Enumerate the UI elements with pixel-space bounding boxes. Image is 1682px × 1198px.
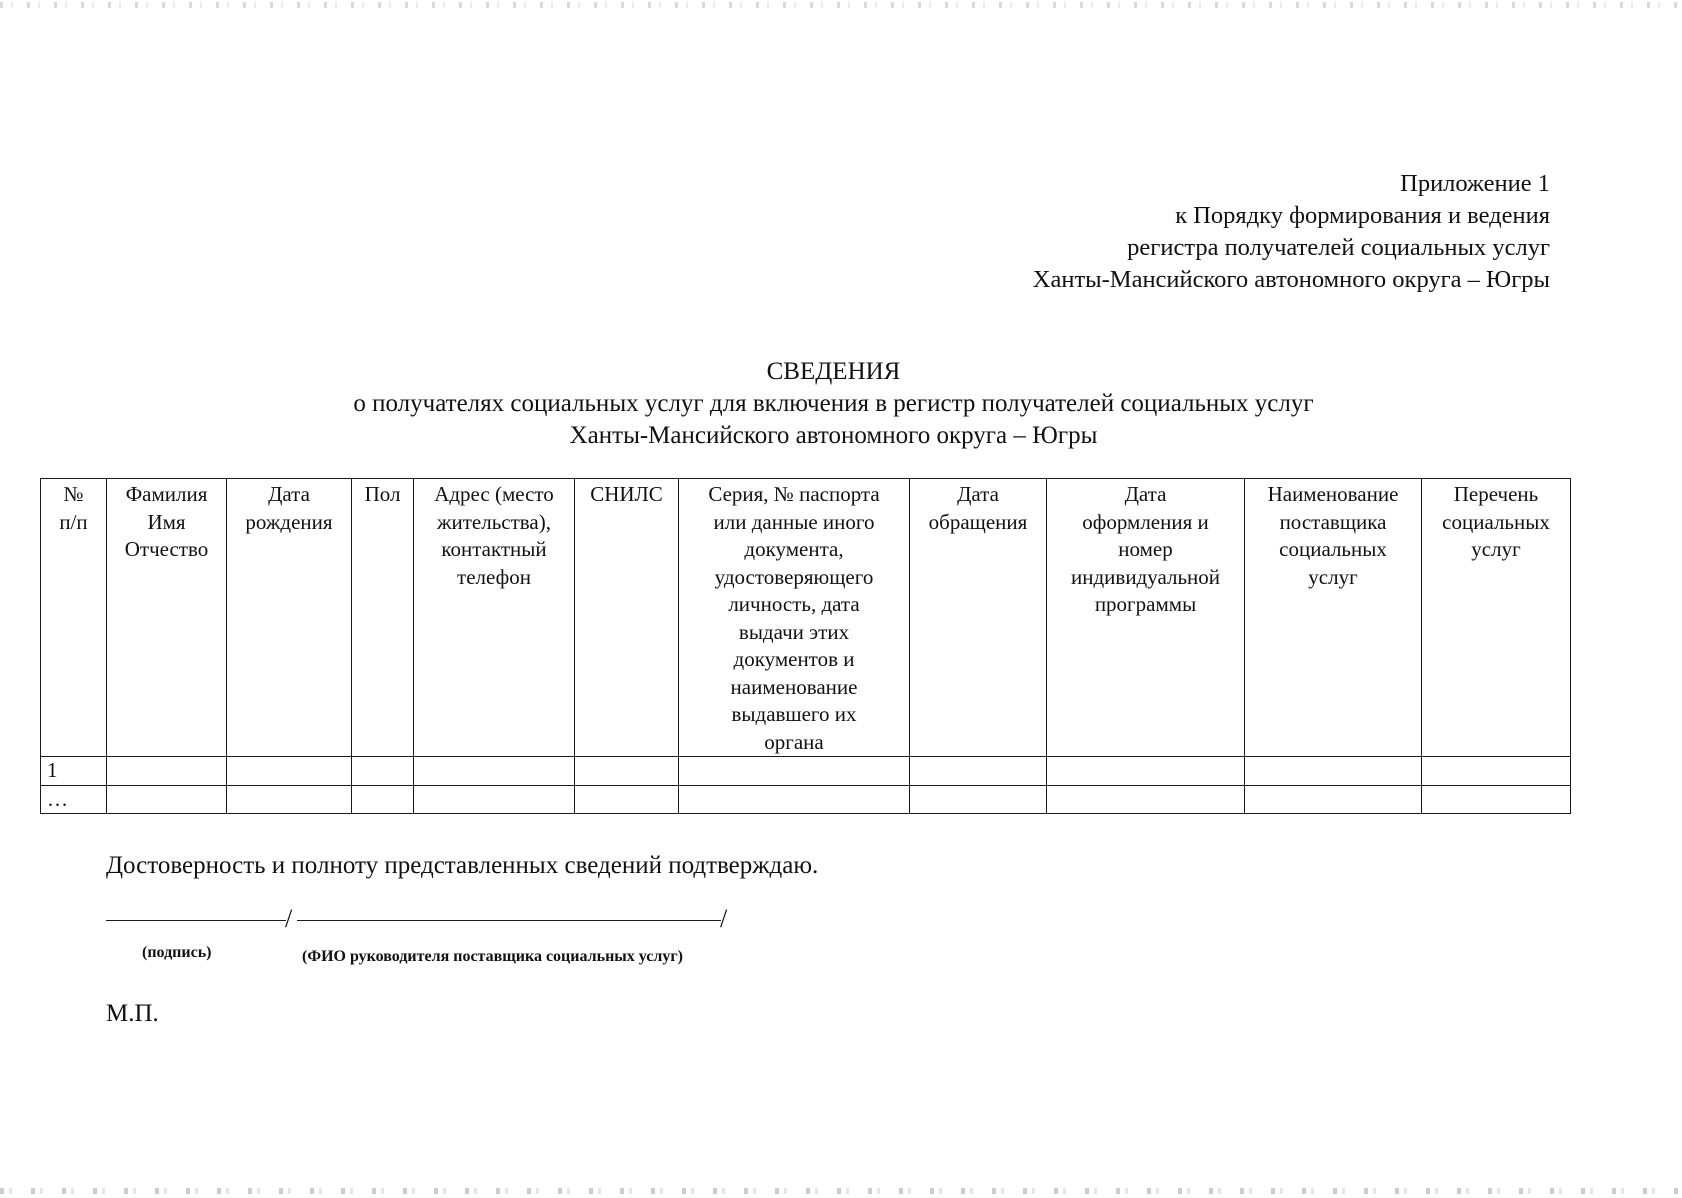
table-cell [414,757,575,786]
column-header-line: рождения [245,509,333,534]
stamp-place-label: М.П. [106,1000,159,1027]
table-cell [575,757,679,786]
table-cell [910,785,1047,814]
column-header-line: услуг [1471,537,1521,561]
column-header-line: социальных [1279,537,1387,561]
column-header-line: Отчество [124,537,209,561]
column-header-line: наименование [730,674,858,699]
column-header-line: выдачи этих [738,619,850,644]
recipients-table [40,478,1571,814]
column-header-line: жительства), [436,509,551,534]
column-header-line: контактный [441,537,547,561]
column-header [910,479,1047,757]
column-header-line: социальных [1442,509,1550,534]
confirmation-text: Достоверность и полноту представленных сведений подтверждаю. [106,852,819,879]
column-header-line: программы [1094,592,1197,616]
column-header [679,479,910,757]
appendix-header [650,168,1550,296]
table-cell [227,757,352,786]
column-header-line: п/п [59,509,88,534]
table-cell [1245,757,1422,786]
table-cell [227,785,352,814]
column-header-line: индивидуальной [1071,564,1220,589]
slash-separator: / [285,904,293,933]
name-line [297,920,721,921]
table-cell [910,757,1047,786]
title-region: Ханты-Мансийского автономного округа – Югры [569,422,1098,449]
table-cell [352,757,414,786]
scan-top-edge [0,2,1682,8]
table-cell [107,757,227,786]
table-cell [1047,757,1245,786]
table-body [41,757,1571,814]
table-cell [107,785,227,814]
column-header-line: Дата [1124,482,1167,506]
column-header [1245,479,1422,757]
column-header-line: органа [764,729,824,754]
column-header-line: оформления и [1082,509,1209,534]
column-header-line: Имя [147,509,186,534]
column-header-line: Пол [364,482,401,506]
column-header [41,479,107,757]
column-header-line: удостоверяющего [714,564,874,589]
appendix-line: регистра получателей социальных услуг [1127,234,1550,261]
table-cell [1422,785,1571,814]
column-header-line: СНИЛС [590,482,663,506]
table-cell [352,785,414,814]
signature-caption: (подпись) [142,944,212,961]
appendix-line: Ханты-Мансийского автономного округа – Югры [1032,266,1550,293]
table-cell [1422,757,1571,786]
column-header-line: № [63,482,84,506]
column-header [227,479,352,757]
column-header-line: Фамилия [125,482,208,506]
slash-separator: / [720,904,728,933]
column-header-line: документов и [733,647,855,671]
name-caption: (ФИО руководителя поставщика социальных услуг) [302,948,683,965]
column-header [575,479,679,757]
column-header-line: Адрес (место [434,482,554,506]
column-header-line: Серия, № паспорта [708,482,880,506]
signature-line [106,920,286,921]
column-header-line: Перечень [1453,482,1539,506]
column-header-line: Дата [268,482,310,506]
column-header [414,479,575,757]
column-header [1047,479,1245,757]
column-header-line: поставщика [1279,509,1387,534]
column-header-line: услуг [1308,564,1358,589]
title-heading: СВЕДЕНИЯ [766,358,901,385]
column-header-line: Дата [957,482,999,506]
column-header-line: выдавшего их [731,702,857,726]
column-header-line: личность, дата [728,592,860,616]
table-cell [679,785,910,814]
table-cell [575,785,679,814]
column-header [1422,479,1571,757]
title-subtitle: о получателях социальных услуг для включения в регистр получателей социальных услуг [353,390,1314,417]
table-cell [1245,785,1422,814]
table-cell [1047,785,1245,814]
appendix-line: к Порядку формирования и ведения [1175,202,1550,229]
column-header-line: документа, [744,537,844,561]
appendix-line: Приложение 1 [1400,170,1550,197]
scan-bottom-edge [0,1188,1682,1194]
table-cell [679,757,910,786]
column-header-line: Наименование [1267,482,1399,506]
row-number-cell: … [41,785,107,814]
column-header-line: или данные иного [713,509,875,534]
column-header-line: обращения [928,509,1028,534]
column-header [107,479,227,757]
table-row [41,757,1571,786]
column-header [352,479,414,757]
column-header-line: телефон [457,564,531,589]
table-header-row [41,479,1571,757]
table-row [41,785,1571,814]
column-header-line: номер [1118,537,1173,561]
row-number-cell: 1 [41,757,107,786]
table-cell [414,785,575,814]
document-title [60,356,1607,452]
